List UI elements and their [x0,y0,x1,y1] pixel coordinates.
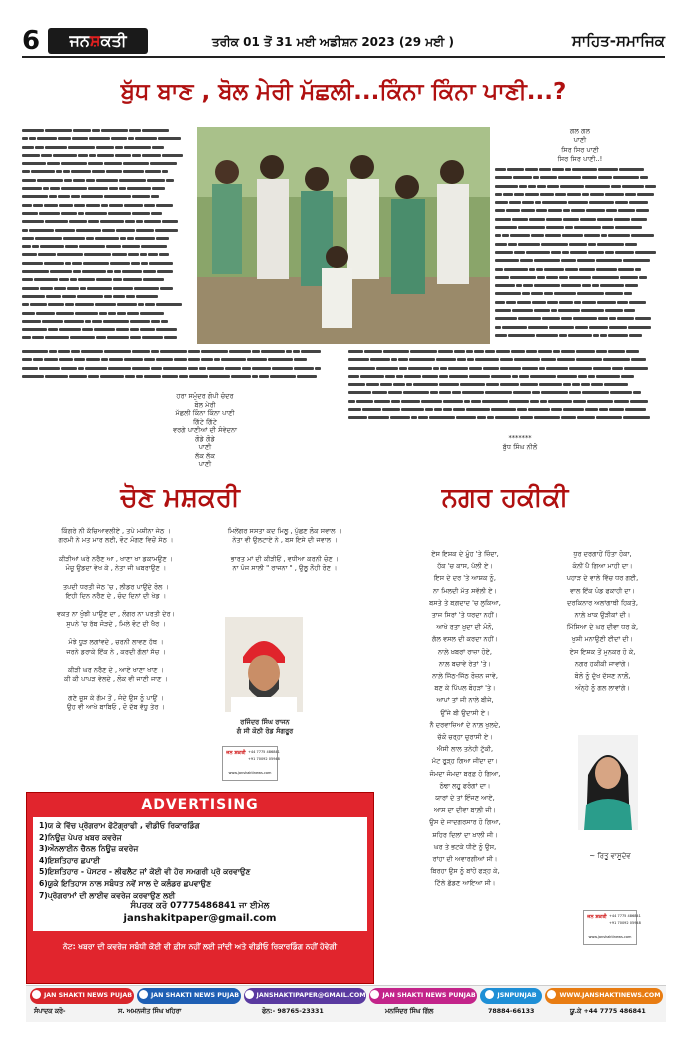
poem-line: ਖੁਸ਼ੀ ਮਨਾਉਣੀ ਈਦਾਂ ਦੀ। [571,635,634,644]
poem-line: ਅੰਨ੍ਹੇ ਨੂੰ ਗਲ ਲਾਵਾਂਗੇ। [575,684,630,693]
footer-facebook-link[interactable] [137,988,241,1004]
poem-line: ਆਸ ਦਾ ਦੀਵਾ ਬਾਲ਼ੀ ਜੀ। [433,806,497,815]
poem-line: ਉਸ ਦੇ ਜਾਦਗਰਸਾਰ ਹੋ ਗਿਆ, [429,818,501,827]
article-right-poem [495,127,665,165]
masthead-logo [48,28,148,54]
poem-line: ਕੀੜੀਆਂ ਘਰੇ ਨਰੈਣ ਆ , ਖਾਣਾ ਖਾ ਡਕਾਮਉਣ । [58,554,174,563]
poem-line: ਪਾਣੀ [573,136,587,145]
poem-line: ਇਹੀ ਦਿਨ ਨਰੈਣ ਦੇ , ਚੰਦ ਦਿਨਾਂ ਦੀ ਖੇਡ । [65,592,167,601]
poem-line: ਹਰਾ ਸਮੁੰਦਰ ਗੋਪੀ ਚੰਦਰ [176,392,234,400]
poem-line: ਨਾ ਮਿਲਦੀ ਮੱਤ ਸਵੱਲੀ ਏ। [432,586,497,595]
poem-line: ਪਾਣੀ [198,460,212,468]
poem-line: ਮੱਛਲੀ ਕਿੰਨਾ ਕਿੰਨਾ ਪਾਣੀ [175,409,235,417]
right-poem-column-2 [540,548,665,694]
poem-line: ਬਿਰਹਾ ਉਸ ਨੂੰ ਬਾਂਹੋਂ ਫੜ੍ਹ ਕੇ, [430,867,500,876]
text-line [348,414,665,422]
footer-link-label: JAN SHAKTI NEWS PUJAB [150,992,240,999]
text-line [348,398,665,406]
poem-line: ਸਿਰ ਸਿਰ ਪਾਣੀ [561,145,599,154]
poem-line: ਰਾਂਹਾ ਦੀ ਅਵਾਰਗੀਆਂ ਸੀ। [432,855,498,864]
text-line [22,202,192,210]
article-left-column [22,127,192,344]
article-photo [197,127,490,344]
footer-instagram-link[interactable] [369,988,477,1004]
author-name: ਰਜਿੰਦਰ ਸਿੰਘ ਰਾਜਨ [240,718,290,726]
text-line [348,373,665,381]
page-header [22,26,665,58]
footer-link-label: WWW.JANSHAKTINEWS.COM [559,992,661,999]
text-line [22,251,192,259]
instagram-icon [370,990,379,999]
poem-line: ਉਹ ਵੀ ਆਖੇ ਬਾਬਿਓ , ਦੋ ਦੱਬ ਵੱਧੂ ਤੇਰ । [66,703,166,712]
poem-line: ਐਸੀ ਲਾਲ ਤਨੇਹੀ ਟੁੱਕੀ, [436,745,494,754]
text-line [495,183,665,191]
badge-phone-2: +91 70092 05948 [609,921,641,925]
footer-email-link[interactable] [244,988,366,1004]
text-line [495,274,665,282]
globe-icon [547,990,556,999]
ad-email: janshakitpaper@gmail.com [123,912,277,924]
left-poem-author [190,718,340,736]
text-line [22,227,192,235]
publication-badge [583,910,641,945]
section-title: ਸਾਹਿਤ-ਸਮਾਜਿਕ [571,32,665,50]
text-line [22,260,192,268]
author-place: ਗੰ ਸੀ ਕੋਠੀ ਰੋਡ ਸੰਗਰੂਰ [236,727,294,735]
badge-phone-1: +44 7775 486841 [609,914,641,918]
right-poem-title: ਨਗਰ ਹਕੀਕੀ [441,483,569,513]
poem-line: ਬੋਲੋ ਨੂੰ ਦੁੱਖ ਦੱਸਣ ਨਾਲ਼ੋਂ, [574,672,631,681]
text-line [495,224,665,232]
poem-line: ਕੀੜੀ ਘਰ ਨਰੈਣ ਦੇ , ਆਏ ਖਾਣਾ ਖਾਣ । [67,666,165,675]
text-line [22,127,192,135]
facebook-icon [139,990,148,999]
text-line [22,373,342,381]
left-poem-right-lines [205,527,365,574]
text-line [495,249,665,257]
twitter-icon [485,990,494,999]
text-line [22,318,192,326]
poem-line: ਨਗਰ ਹਕੀਕੀ ਜਾਵਾਂਗੇ। [574,659,631,668]
text-line [22,235,192,243]
poem-line: ਗੱਲ ਵਸਲ ਦੀ ਕਰਦਾ ਨਹੀਂ। [431,635,499,644]
text-line [22,334,192,342]
text-line [22,160,192,168]
text-line [495,307,665,315]
text-line [495,191,665,199]
text-line [348,406,665,414]
text-line [22,144,192,152]
article-middle-text-right [348,348,665,424]
poem-line: ਮੋਜੂ ਉਡਦਾ ਵੇਖ ਕੇ , ਨੇਤਾ ਜੀ ਘਬਰਾਉਣ । [65,564,167,573]
poem-line: ਬਸਤੇ ਤੇ ਬਗ਼ਦਾਦ 'ਚ ਲੁਕਿਆ, [429,598,501,607]
text-line [22,177,192,185]
group-of-schoolgirls-photo-icon [197,127,490,344]
poem-line: ਭਾਰਤ ਮਾਂ ਦੀ ਕੀੜੀਓਂ , ਵਧੀਆ ਕਰਨੀ ਚੋਣ । [230,554,340,563]
poem-line: ਵਾਲ ਇੱਕ ਪੰਡ ਫਕਾਹੀ ਦਾ। [569,586,636,595]
poem-line: ਬਣ ਕੇ ਪਿੱਪਲ ਬੋਹੜਾਂ 'ਤੇ। [434,684,496,693]
footer-contact: ਯੂ.ਕੇ +44 7775 486841 [570,1008,646,1015]
text-line [22,210,192,218]
text-line [22,285,192,293]
text-line [495,332,665,340]
footer-contact: ਸੰਪਾਦਕ ਕਰੋ- [34,1008,66,1015]
poem-line: ਉੱਜੇ ਬੀ ਉਦਾਸੀ ਏ। [440,708,490,717]
text-line [22,268,192,276]
right-poem-author-photo [578,735,638,830]
poem-line: ਗਰਮੀ ਨੇ ਮਤ ਮਾਰ ਲਈ, ਵੋਟ ਮੰਗਣ ਵਿਚੋਂ ਸੇਠ । [58,536,174,545]
poem-line: ਨਾਲ਼ੇ ਜਿੱਠ-ਜਿੱਠ ਰੋਜ਼ਨ ਜਾਵੇ, [432,672,498,681]
brand-right: ਕਤੀ [100,31,127,50]
footer-link-label: JSNPUNJAB [497,992,537,999]
ad-line: 5)ਇਸ਼ਤਿਹਾਰ - ਪੋਸਟਰ - ਲੀਫਲੈਟ ਜਾਂ ਕੋਈ ਵੀ ਹੋਰ ਸਮਗਰੀ ਪ੍ਰੋ ਕਰਵਾਉਣ [39,867,251,877]
badge-site: www.janshaktinews.com [228,771,272,775]
text-line [495,241,665,249]
text-line [22,356,342,364]
poem-line: ਲੱਕ ਲੱਕ [194,451,215,460]
left-poem-body [26,527,206,722]
footer-contact: ਮਨਜਿੰਦਰ ਸਿੰਘ ਗਿੱਲ [385,1008,434,1015]
signature-stars: ******* [508,434,532,442]
article-author: ਬੁੱਧ ਸਿੰਘ ਨੀਲੋਂ [502,443,538,451]
poem-line: ਸ਼ਹਿਰ ਦਿਲਾਂ ਦਾ ਖ਼ਾਲੀ ਜੀ। [432,830,498,839]
right-poem-column-1 [392,548,538,890]
text-line [22,135,192,143]
ad-line: 6)ਯੂਕੇ ਇਤਿਹਾਸ ਨਾਲ ਸਬੰਧਤ ਨਵੇਂ ਸਾਲ ਦੇ ਕਲੰਡਰ ਛਪਵਾਉਣ [39,878,212,888]
text-line [495,232,665,240]
youtube-icon [32,990,41,999]
footer-contact: ਸ. ਅਮਨਜੀਤ ਸਿੰਘ ਖਹਿਰਾ [118,1008,182,1015]
page-number: 6 [22,26,41,56]
poem-line: ਤਾਜ ਸਿਰਾਂ 'ਤੇ ਧਰਦਾ ਨਹੀਂ। [431,611,499,620]
poem-line: ਨੈ ਦਰਵਾਜ਼ਿਆਂ ਦੇ ਨਾਲ਼ ਖੁਲਦੇ, [429,720,501,729]
poem-line: ਪਾਣੀ [198,443,212,451]
footer-contact: 78884-66133 [488,1008,535,1015]
poem-line: ਸਿਰ ਸਿਰ ਪਾਣੀ..! [557,155,603,164]
text-line [495,266,665,274]
turbaned-man-portrait-icon [225,617,303,712]
poem-line: ਯਾਰਾਂ ਦੇ ਤਾਂ ਇੰਜਣ ਆਏ, [435,794,495,803]
poem-line: ਹੱਕ 'ਚ ਕਾਸ, ਪੱਲੀ ਏ। [437,562,493,571]
publication-badge [222,746,278,781]
poem-line: ਠੰਢਾ ਲਹੂ ਫਰੰਗਾਂ ਦਾ। [439,781,491,790]
mail-icon [245,990,254,999]
footer-twitter-link[interactable] [480,988,542,1004]
poem-line: ਕੀ ਕੀ ਪਾਪੜ ਵੇਲਦੇ , ਲੋਕ ਵੀ ਜਾਣੀ ਜਾਣ । [63,675,169,684]
poem-line: ਨਾ ਪੰਜ ਸਾਲੀ " ਰਾਜਨਾ " , ਉਲੂ ਨੌਹੀ ਰੋਣ । [232,564,338,573]
poem-line: ਆਖੇ ਰਤਾ ਖ਼ੁਦਾ ਦੀ ਮੰਨੋ, [436,623,494,632]
text-line [22,168,192,176]
text-line [495,324,665,332]
poem-line: ਨਾਲ਼ੇ ਖ਼ਾਕ ਉੜੀਕਾਂ ਦੀ। [574,611,631,620]
text-line [22,326,192,334]
text-line [22,276,192,284]
poem-line: ਗਿੱਟੇ ਗਿੱਟੇ [193,417,217,426]
poem-line: ਦਰਕਿਨਾਰ ਅਲਾਂਗਾਥੀ ਹਿਕਤੇ, [567,598,638,607]
text-line [22,293,192,301]
brand-left: ਜਨ [69,31,90,50]
text-line [495,282,665,290]
text-line [495,315,665,323]
poem-line: ਏਸ ਇਸ਼ਕ ਦੇ ਮੂੰਹ 'ਤੇ ਜ਼ਿੰਦਾ, [431,550,499,558]
poem-line: ਕੰਨੀਂ ਪੈ ਗਿਆ ਮਾਹੀ ਦਾ। [572,562,633,571]
ad-note: ਨੋਟ: ਖਬਰਾ ਦੀ ਕਵਰੇਜ ਸਬੰਧੀ ਕੋਈ ਵੀ ਫ਼ੀਸ ਨਹੀਂ ਲਈ ਜਾਂਦੀ ਅਤੇ ਵੀਡੀਓ ਰਿਕਾਰਡਿੰਗ ਨਹੀਂ ਹੋਵੇਗੀ [62,942,338,951]
dateline: ਤਰੀਕ 01 ਤੋਂ 31 ਮਈ ਅਡੀਸ਼ਨ 2023 (29 ਮਈ ) [212,35,454,49]
poem-line: ਮੰਝੇ ਧੂੜ ਲਗਾਂਵਦੇ , ਚਰਨੀ ਲਾਵਣ ਹੱਥ । [68,638,164,647]
poem-line: ਏਸ ਇਸ਼ਕ ਤੋਂ ਮੁਨਕਰ ਹੋ ਕੇ, [569,647,636,656]
poem-line: ਨੇਤਾ ਵੀ ਉਲਟਾਏ ਨੇ , ਬਸ ਇਸੇ ਦੀ ਜਵਾਲ । [232,536,338,545]
right-poem-author: ~ ਰਿਤੂ ਵਾਸੂਦੇਵ [589,852,631,860]
poem-line: ਜੰਮਦਾ ਜੰਮਦਾ ਬਰਫ਼ ਹੋ ਗਿਆ, [429,769,501,778]
left-poem-title: ਚੋਣ ਮਸ਼ਕਰੀ [120,483,240,513]
text-line [22,152,192,160]
text-line [22,365,342,373]
text-line [348,365,665,373]
footer-link-label: JAN SHAKTI NEWS PUNJAB [382,992,476,999]
text-line [495,257,665,265]
text-line [22,243,192,251]
poem-line: ਵਰਗੇ ਪਾਣੀਆਂ ਦੀ ਸੰਵੇਦਨਾ [173,426,237,434]
text-line [22,310,192,318]
woman-portrait-icon [578,735,638,830]
ad-line: 7)ਪ੍ਰੋਗਰਾਮਾਂ ਦੀ ਲਾਈਵ ਕਵਰੇਜ ਕਰਵਾਉਣ ਲਈ [39,890,176,900]
badge-phone-1: +44 7775 486841 [248,750,280,754]
poem-line: ਧੁਰ ਦਰਗਾਹੋਂ ਹਿੰਤਾ ਹੋਕਾ, [573,550,632,558]
ad-line: 1)ਯ ਕੇ ਵਿੱਚ ਪ੍ਰੋਗਰਾਮ ਫੋਟੋਗ੍ਰਾਫੀ , ਵੀਡੀਓ ਰਿਕਾਰਡਿੰਗ [39,821,200,830]
poem-line: ਮਿੱਸਿਆ ਦੇ ਘਰ ਦੀਵਾ ਧਰ ਕੇ, [566,623,639,632]
footer-website-link[interactable] [545,988,663,1004]
ad-line: 4)ਇਸ਼ਤਿਹਾਰ ਛਪਾਈ [39,855,100,865]
article-left-poem [130,392,280,469]
text-line [495,290,665,298]
poem-line: ਚੱਕੋ ਚਰ੍ਹਾ ਚੁਰਾਸੀ ਏ। [437,733,493,742]
poem-line: ਇਸ ਦੇ ਦਰ 'ਤੇ ਆਸ਼ਕ ਨੂੰ, [434,574,496,583]
poem-line: ਸੁਪਨੇ 'ਚ ਰੱਬ ਜੋੜਦੇ , ਮਿਲੇ ਵੋਟ ਦੀ ਖੈਰ । [66,619,166,628]
ad-title: ADVERTISING [141,797,259,813]
badge-logo: ਜਨ ਸ਼ਕਤੀ [226,750,246,756]
text-line [495,166,665,174]
article-right-column [495,166,665,344]
poem-line: ਘਰ ਤੇ ਭਟਕੇ ਧੀਏ ਨੂੰ ਉਸ, [433,842,497,851]
text-line [348,389,665,397]
poem-line: ਨਾਲ਼ੇ ਖ਼ਬਰਾਂ ਰਾਜ਼ਾ ਹੋਏ, [438,647,492,656]
footer-link-label: JAN SHAKTI NEWS PUJAB [43,992,133,999]
text-line [22,185,192,193]
poem-line: ਜਰਨੇ ਡਰਾਕੇ ਇੱਕ ਨੇ , ਕਰਦੀ ਗੱਲਾਂ ਸੱਚ । [66,647,166,656]
text-line [495,299,665,307]
poem-line: ਗੋਡੇ ਗੋਡੇ [195,434,215,443]
footer-contact: ਫੋਨ:- 98765-23331 [262,1008,324,1015]
headline: ਬੁੱਧ ਬਾਣ , ਬੋਲ ਮੇਰੀ ਮੱਛਲੀ...ਕਿੰਨਾ ਕਿੰਨਾ ਪਾਣੀ...? [120,79,567,105]
text-line [22,301,192,309]
text-line [348,381,665,389]
text-line [495,207,665,215]
ad-line: 3)ਔਨਲਾਈਨ ਚੈਨਲ ਨਿਊਜ਼ ਕਵਰੇਜ [39,844,139,854]
article-signature [440,434,600,452]
text-line [22,193,192,201]
text-line [348,356,665,364]
article-middle-text [22,348,342,382]
poem-line: ਪਹਾੜ ਦੇ ਵਾਲੇ ਵਿੱਚ ਧਰ ਗਈ, [566,574,639,583]
text-line [22,218,192,226]
poem-line: ਤਪਦੀ ਧਰਤੀ ਜੇਠ 'ਚ , ਲੀਡਰ ਪਾਉਂਦੇ ਰੋਲ । [62,582,170,591]
badge-phone-2: +91 70092 05948 [248,757,280,761]
ad-services [33,817,367,931]
poem-line: ਗਣੇ ਜੂਸ ਕੇ ਗੱਮ ਤੋਂ , ਜੰਦੇ ਉਸ ਨੂੰ ਪਾਉਂ । [68,693,164,702]
ad-line: 2)ਨਿਊਜ਼ ਪੇਪਰ ਖ਼ਬਰ ਕਵਰੇਜ [39,832,122,842]
poem-line: ਵਕਤ ਨਾ ਖੁੰਝੀ ਪਾਉਣ ਦਾ , ਲੰਗਰ ਨਾ ਪਰਤੀ ਦੇਰ। [56,610,176,619]
badge-logo: ਜਨ ਸ਼ਕਤੀ [587,914,607,920]
poem-line: ਕਿੰਗਰੇ ਨੀ ਕੱਚਿਆਵਲੀਏ , ਤਪੇ ਮਸ਼ੀਨਾ ਜੇਠ । [61,527,171,535]
text-line [22,348,342,356]
text-line [348,348,665,356]
advertising-box [26,792,374,984]
poem-line: ਆਪਾਂ ਤਾਂ ਜੀ ਨਾਲੇ ਬੀਜੇ, [436,696,494,705]
poem-line: ਟਿੱਲੇ ਛੱਡਣ ਆਇਆ ਸੀ। [434,879,496,888]
badge-site: www.janshaktinews.com [588,935,632,939]
poem-line: ਮੱਟ ਰੂੜ੍ਹ ਗਿਆ ਜੀਂਦਾ ਦਾ। [431,757,499,766]
footer-link-label: JANSHAKTIPAPER@GMAIL.COM [256,992,366,999]
poem-line: ਨਾਲ਼ ਬਚਾਵੇ ਰੇਤਾਂ 'ਤੇ। [438,659,492,668]
poem-line: ਮਿਲੇਂਗਰ ਸਸਤਾ ਕਦ ਮਿਲੂ , ਪੁੱਛਣ ਲੋਕ ਸਵਾਲ । [227,527,343,535]
text-line [495,174,665,182]
poem-line: ਗਲ ਗਲ [569,127,591,135]
footer-youtube-link[interactable] [30,988,134,1004]
ad-contact: ਸੰਪਰਕ ਕਰੋ 07775486841 ਜਾ ਈਮੇਲ [130,901,270,912]
poem-line: ਬੋਲ ਮੇਰੀ [194,400,216,409]
text-line [495,216,665,224]
text-line [495,199,665,207]
left-poem-author-photo [225,617,303,712]
brand-dot: ਸ਼ [89,31,101,50]
